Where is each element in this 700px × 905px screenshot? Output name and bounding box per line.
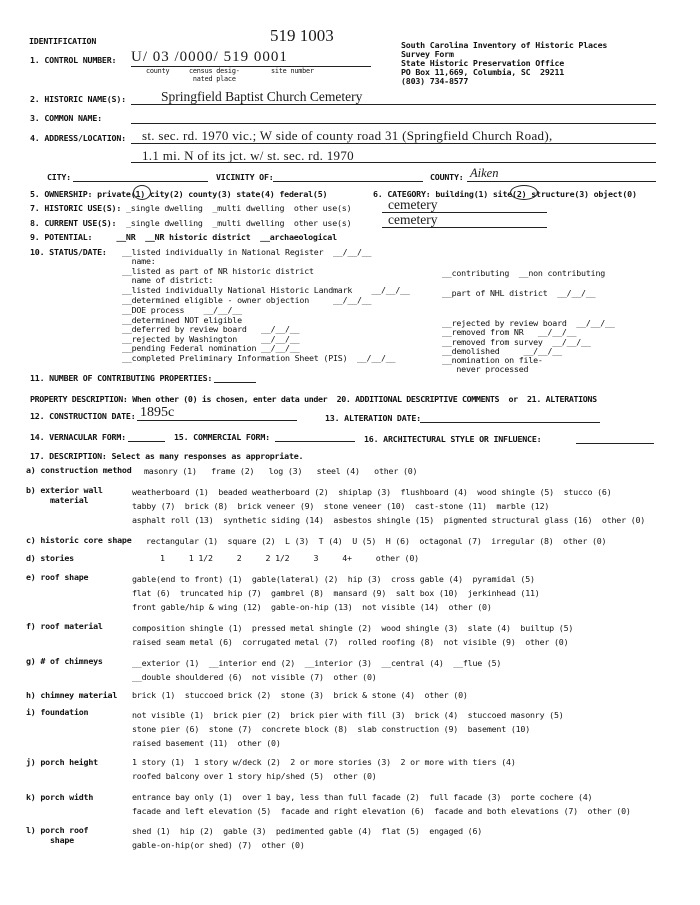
description-options: gable(end to front) (1) gable(lateral) (2) hip (3) cross gable (4) pyramidal (5) <box>132 574 535 584</box>
historic-names-label: 2. HISTORIC NAME(S): <box>30 94 126 104</box>
common-name-line <box>131 123 656 124</box>
status-item: __listed as part of NR historic district <box>122 266 314 276</box>
address-line2[interactable]: 1.1 mi. N of its jct. w/ st. sec. rd. 1970 <box>142 148 354 163</box>
status-item: __rejected by Washington __/__/__ <box>122 334 300 344</box>
status-item: name of district: <box>122 275 214 285</box>
status-item: __part of NHL district __/__/__ <box>442 288 596 298</box>
description-options: shed (1) hip (2) gable (3) pedimented gable (4) flat (5) engaged (6) <box>132 826 483 836</box>
county-label: COUNTY: <box>430 172 464 182</box>
agency-line: PO Box 11,669, Columbia, SC 29211 <box>401 67 565 77</box>
status-item: __listed individually in National Register __/__/__ <box>122 247 372 257</box>
address-line1[interactable]: st. sec. rd. 1970 vic.; W side of county road 31 (Springfield Church Road), <box>142 128 553 143</box>
agency-line: State Historic Preservation Office <box>401 58 565 68</box>
description-options: brick (1) stuccoed brick (2) stone (3) brick & stone (4) other (0) <box>132 690 468 700</box>
status-item: __listed individually National Historic Landmark __/__/__ <box>122 285 410 295</box>
address-line2-rule <box>131 162 656 163</box>
description-options: masonry (1) frame (2) log (3) steel (4) other (0) <box>144 466 418 476</box>
construction-date-line <box>137 420 297 421</box>
alteration-date-label: 13. ALTERATION DATE: <box>325 413 421 423</box>
construction-date-label: 12. CONSTRUCTION DATE: <box>30 411 136 421</box>
ownership-private-circle <box>133 185 151 200</box>
description-options: 1 1 1/2 2 2 1/2 3 4+ other (0) <box>160 553 419 563</box>
control-sub-census: census desig- nated place <box>189 67 240 83</box>
architectural-style-label: 16. ARCHITECTURAL STYLE OR INFLUENCE: <box>364 434 542 444</box>
description-options: gable-on-hip(or shed) (7) other (0) <box>132 840 305 850</box>
property-description-note: PROPERTY DESCRIPTION: When other (0) is chosen, enter data under 20. ADDITIONAL DESCRIPTIVE COMMENTS or 21. ALTERATIONS <box>30 394 597 404</box>
status-item: __determined NOT eligible <box>122 315 242 325</box>
category-line: 6. CATEGORY: building(1) site(2) structure(3) object(0) <box>373 189 637 199</box>
status-item: __removed from survey __/__/__ <box>442 337 591 347</box>
status-item: name: <box>122 256 156 266</box>
control-number-label: 1. CONTROL NUMBER: <box>30 55 117 65</box>
vicinity-line <box>273 181 423 182</box>
agency-line: (803) 734-8577 <box>401 76 469 86</box>
current-uses-label: 8. CURRENT USE(S): <box>30 218 117 228</box>
description-label: k) porch width <box>26 792 94 802</box>
historic-names-line <box>131 104 656 105</box>
current-uses-line <box>382 227 547 228</box>
vernacular-form-line <box>128 441 165 442</box>
description-label: e) roof shape <box>26 572 89 582</box>
description-label: i) foundation <box>26 707 89 717</box>
control-sub-site: site number <box>271 67 314 75</box>
contributing-properties-label: 11. NUMBER OF CONTRIBUTING PROPERTIES: <box>30 373 213 383</box>
description-options: raised basement (11) other (0) <box>132 738 281 748</box>
county-line <box>467 181 656 182</box>
status-item: __rejected by review board __/__/__ <box>442 318 615 328</box>
status-item: __contributing __non contributing <box>442 268 606 278</box>
description-label: b) exterior wall material <box>26 485 103 505</box>
description-label: d) stories <box>26 553 74 563</box>
common-name-label: 3. COMMON NAME: <box>30 113 102 123</box>
potential-line: 9. POTENTIAL: __NR __NR historic district __archaeological <box>30 232 337 242</box>
status-item: __demolished __/__/__ <box>442 346 562 356</box>
description-options: not visible (1) brick pier (2) brick pier with fill (3) brick (4) stuccoed masonry (5) <box>132 710 564 720</box>
status-item: __removed from NR __/__/__ <box>442 327 577 337</box>
status-item: never processed <box>442 364 529 374</box>
description-options: front gable/hip & wing (12) gable-on-hip (13) not visible (14) other (0) <box>132 602 492 612</box>
contributing-properties-line <box>214 382 256 383</box>
description-options: facade and left elevation (5) facade and right elevation (6) facade and both elevations (7) other (0) <box>132 806 631 816</box>
description-heading: 17. DESCRIPTION: Select as many responses as appropriate. <box>30 451 304 461</box>
current-uses-value[interactable]: cemetery <box>388 212 438 227</box>
city-label: CITY: <box>47 172 71 182</box>
category-site-circle <box>510 185 538 200</box>
status-item: __pending Federal nomination __/__/__ <box>122 343 300 353</box>
description-options: weatherboard (1) beaded weatherboard (2) shiplap (3) flushboard (4) wood shingle (5) stucco (6) <box>132 487 612 497</box>
city-line <box>73 181 208 182</box>
description-options: tabby (7) brick (8) brick veneer (9) stone veneer (10) cast-stone (11) marble (12) <box>132 501 550 511</box>
description-label: l) porch roof shape <box>26 825 89 845</box>
vernacular-form-label: 14. VERNACULAR FORM: <box>30 432 126 442</box>
agency-line: Survey Form <box>401 49 454 59</box>
description-options: raised seam metal (6) corrugated metal (7) rolled roofing (8) not visible (9) other (0) <box>132 637 569 647</box>
historic-uses-options: _single dwelling _multi dwelling other use(s) <box>126 203 352 213</box>
ownership-line: 5. OWNERSHIP: private(1) city(2) county(3) state(4) federal(5) <box>30 189 328 199</box>
status-item: __nomination on file- <box>442 355 543 365</box>
description-label: c) historic core shape <box>26 535 132 545</box>
control-sub-county: county <box>146 67 170 75</box>
description-options: entrance bay only (1) over 1 bay, less than full facade (2) full facade (3) porte cochere (4) <box>132 792 593 802</box>
construction-date-value[interactable]: 1895c <box>140 405 175 420</box>
status-label: 10. STATUS/DATE: <box>30 247 107 257</box>
description-label: j) porch height <box>26 757 98 767</box>
status-item: __determined eligible - owner objection __/__/__ <box>122 295 372 305</box>
description-options: asphalt roll (13) synthetic siding (14) asbestos shingle (15) pigmented structural glass (16) other (0) <box>132 515 646 525</box>
commercial-form-line <box>275 441 355 442</box>
description-label: g) # of chimneys <box>26 656 103 666</box>
vicinity-label: VICINITY OF: <box>216 172 274 182</box>
status-item: __deferred by review board __/__/__ <box>122 324 300 334</box>
description-options: rectangular (1) square (2) L (3) T (4) U (5) H (6) octagonal (7) irregular (8) other (0) <box>146 536 607 546</box>
description-options: roofed balcony over 1 story hip/shed (5) other (0) <box>132 771 377 781</box>
identification-heading: IDENTIFICATION <box>29 36 97 46</box>
historic-uses-label: 7. HISTORIC USE(S): <box>30 203 122 213</box>
control-number-value[interactable]: U/ 03 /0000/ 519 0001 <box>131 49 288 65</box>
description-options: __exterior (1) __interior end (2) __interior (3) __central (4) __flue (5) <box>132 658 502 668</box>
historic-names-value[interactable]: Springfield Baptist Church Cemetery <box>161 89 363 104</box>
alteration-date-line <box>420 422 600 423</box>
historic-uses-value[interactable]: cemetery <box>388 197 438 212</box>
description-label: a) construction method <box>26 465 132 475</box>
commercial-form-label: 15. COMMERCIAL FORM: <box>174 432 270 442</box>
description-options: __double shouldered (6) not visible (7) other (0) <box>132 672 377 682</box>
architectural-style-line <box>576 443 654 444</box>
description-label: h) chimney material <box>26 690 118 700</box>
address-label: 4. ADDRESS/LOCATION: <box>30 133 126 143</box>
status-item: __completed Preliminary Information Sheet (PIS) __/__/__ <box>122 353 396 363</box>
description-options: 1 story (1) 1 story w/deck (2) 2 or more stories (3) 2 or more with tiers (4) <box>132 757 516 767</box>
description-options: flat (6) truncated hip (7) gambrel (8) mansard (9) salt box (10) jerkinhead (11) <box>132 588 540 598</box>
county-value[interactable]: Aiken <box>470 166 499 180</box>
current-uses-options: _single dwelling _multi dwelling other use(s) <box>126 218 352 228</box>
handwritten-number: 519 1003 <box>270 26 334 45</box>
description-options: composition shingle (1) pressed metal shingle (2) wood shingle (3) slate (4) builtup (5) <box>132 623 574 633</box>
agency-line: South Carolina Inventory of Historic Places <box>401 40 608 50</box>
address-line1-rule <box>131 143 656 144</box>
description-label: f) roof material <box>26 621 103 631</box>
description-options: stone pier (6) stone (7) concrete block (8) slab construction (9) basement (10) <box>132 724 530 734</box>
status-item: __DOE process __/__/__ <box>122 305 242 315</box>
